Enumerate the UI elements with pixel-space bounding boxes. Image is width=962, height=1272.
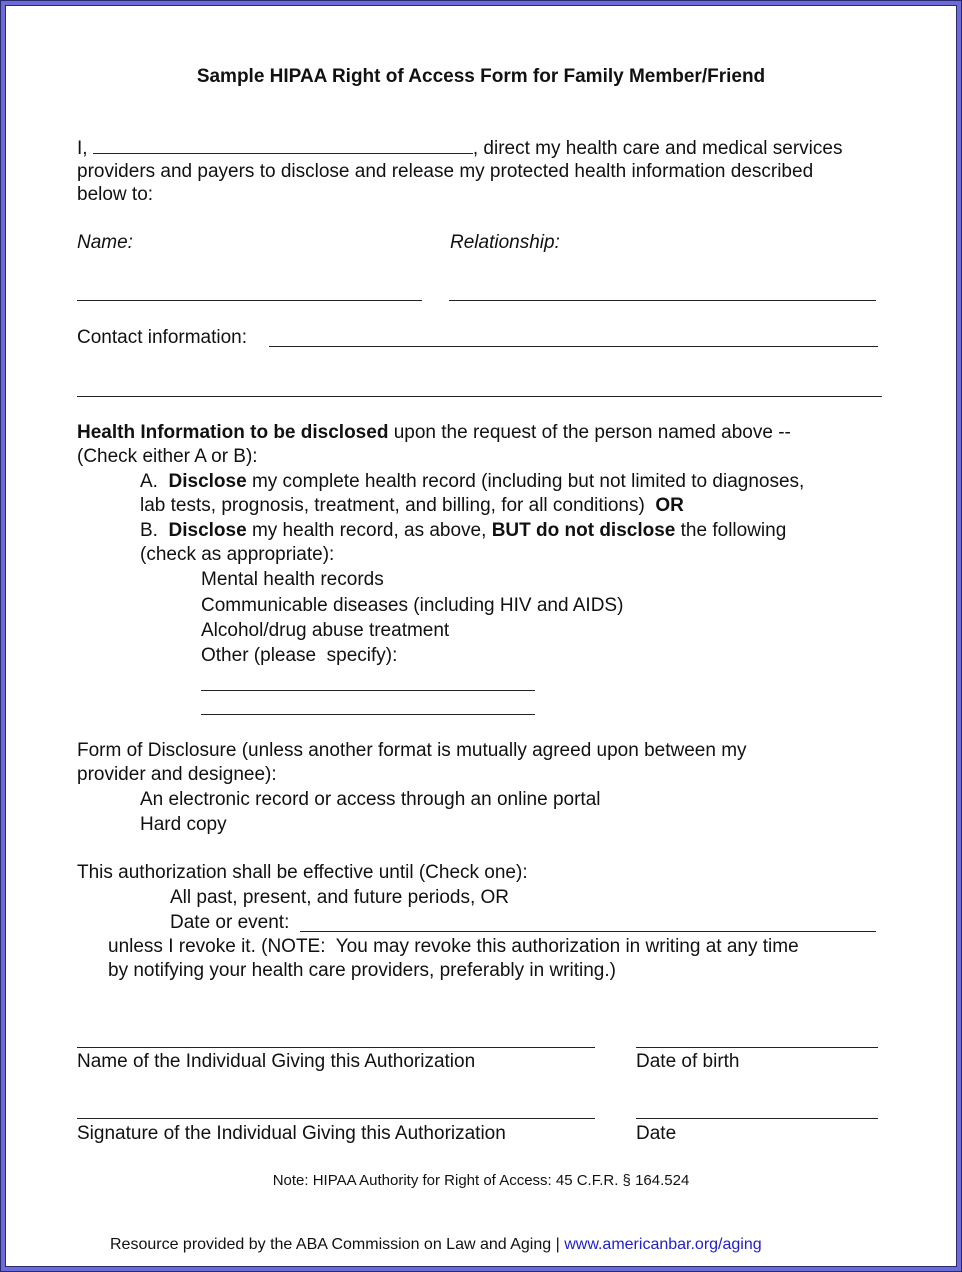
disclosure-electronic[interactable]: An electronic record or access through an online portal [140,789,601,810]
disclosure-hard-copy[interactable]: Hard copy [140,814,227,835]
option-b-bold-2: BUT do not disclose [491,520,676,541]
form-of-disclosure-line-2: provider and designee): [77,764,277,785]
exclusion-communicable-diseases[interactable]: Communicable diseases (including HIV and AIDS) [201,595,624,616]
or-label: OR [655,495,684,516]
other-specify-blank-1[interactable] [201,690,535,691]
health-info-heading-bold: Health Information to be disclosed [77,422,389,443]
individual-name-blank[interactable] [93,137,473,154]
intro-line-2: providers and payers to disclose and release my protected health information described [77,161,814,182]
contact-blank-2[interactable] [77,396,882,397]
date-of-birth-label: Date of birth [636,1051,740,1072]
option-a-line-2 [140,495,684,517]
revoke-note-1: unless I revoke it. (NOTE: You may revoke this authorization in writing at any time [108,936,799,957]
aba-aging-link[interactable]: www.americanbar.org/aging [564,1236,762,1253]
effective-date-or-event[interactable]: Date or event: [170,912,290,933]
option-a[interactable] [140,471,804,493]
intro-line-1 [77,137,842,160]
intro-prefix: I, [77,138,93,159]
relationship-blank[interactable] [449,300,876,301]
other-specify-blank-2[interactable] [201,714,535,715]
health-info-instruction: (Check either A or B): [77,446,258,467]
designee-name-blank[interactable] [77,300,422,301]
signature-label: Signature of the Individual Giving this Authorization [77,1123,506,1144]
contact-blank-1[interactable] [269,346,878,347]
date-of-birth-blank[interactable] [636,1047,878,1048]
intro-line-3: below to: [77,184,154,205]
option-b[interactable] [140,520,786,542]
option-b-mid: my health record, as above, [246,520,492,541]
name-label: Name: [77,232,133,253]
option-a-text: my complete health record (including but not limited to diagnoses, [246,471,805,492]
date-label: Date [636,1123,677,1144]
option-a-line-2-text: lab tests, prognosis, treatment, and billing, for all conditions) [140,495,656,516]
date-or-event-blank[interactable] [300,931,876,932]
relationship-label: Relationship: [450,232,560,253]
date-blank[interactable] [636,1118,878,1119]
effective-all-periods[interactable]: All past, present, and future periods, OR [170,887,510,908]
option-a-prefix: A. [140,471,169,492]
resource-text: Resource provided by the ABA Commission on Law and Aging | [110,1236,565,1253]
individual-name-sign-blank[interactable] [77,1047,595,1048]
signature-blank[interactable] [77,1118,595,1119]
option-b-prefix: B. [140,520,169,541]
exclusion-mental-health[interactable]: Mental health records [201,569,384,590]
contact-label: Contact information: [77,327,253,348]
option-a-bold: Disclose [168,471,247,492]
exclusion-other[interactable]: Other (please specify): [201,645,398,666]
form-of-disclosure-line-1: Form of Disclosure (unless another format is mutually agreed upon between my [77,740,747,761]
exclusion-alcohol-drug[interactable]: Alcohol/drug abuse treatment [201,620,450,641]
individual-name-label: Name of the Individual Giving this Authorization [77,1051,476,1072]
effective-heading: This authorization shall be effective until (Check one): [77,862,528,883]
resource-footer [110,1236,762,1254]
option-b-rest: the following [675,520,787,541]
revoke-note-2: by notifying your health care providers, preferably in writing.) [108,960,616,981]
health-info-heading-rest: upon the request of the person named above -- [388,422,791,443]
intro-suffix: , direct my health care and medical services [472,138,843,159]
form-title: Sample HIPAA Right of Access Form for Family Member/Friend [196,66,766,87]
hipaa-authority-note: Note: HIPAA Authority for Right of Access: 45 C.F.R. § 164.524 [272,1172,690,1189]
option-b-line-2: (check as appropriate): [140,544,335,565]
health-info-heading [77,422,791,444]
option-b-bold-1: Disclose [168,520,247,541]
